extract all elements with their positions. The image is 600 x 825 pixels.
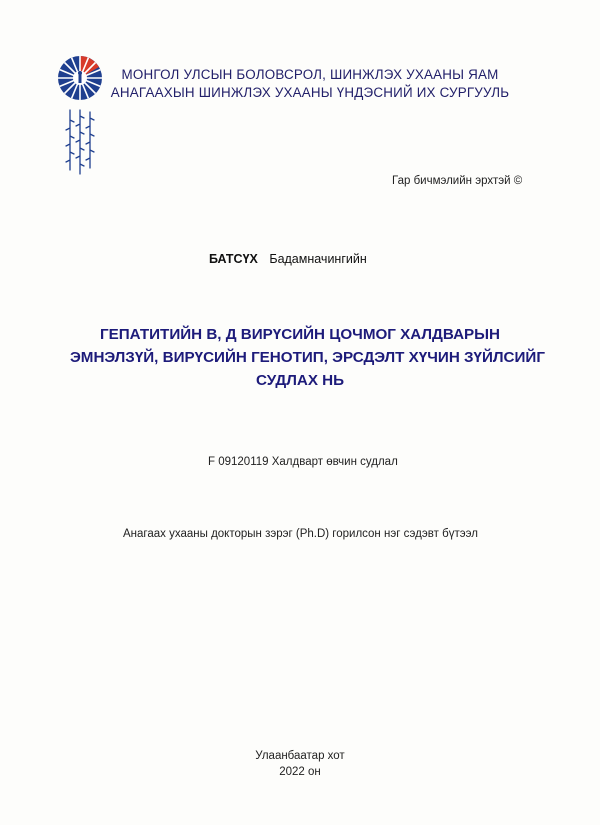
dissertation-title	[70, 323, 545, 392]
university-emblem-icon	[50, 50, 110, 200]
title-line: ГЕПАТИТИЙН В, Д ВИРҮСИЙН ЦОЧМОГ ХАЛДВАРЫН	[99, 326, 501, 343]
university-name: АНАГААХЫН ШИНЖЛЭХ УХААНЫ ҮНДЭСНИЙ ИХ СУРГУУЛЬ	[110, 85, 510, 100]
institution-header	[110, 66, 510, 102]
year: 2022 он	[279, 766, 321, 778]
degree-statement: Анагаах ухааны докторын зэрэг (Ph.D) горилсон нэг сэдэвт бүтээл	[123, 528, 478, 540]
author-surname: БАТСҮХ	[209, 252, 258, 266]
ministry-name: МОНГОЛ УЛСЫН БОЛОВСРОЛ, ШИНЖЛЭХ УХААНЫ ЯАМ	[121, 67, 499, 82]
city: Улаанбаатар хот	[255, 750, 345, 762]
title-line: СУДЛАХ НЬ	[255, 372, 345, 389]
author-given-name: Бадамначингийн	[269, 252, 367, 266]
manuscript-rights-notice: Гар бичмэлийн эрхтэй ©	[392, 175, 523, 187]
specialty-code: F 09120119 Халдварт өвчин судлал	[208, 456, 398, 468]
title-line: ЭМНЭЛЗҮЙ, ВИРҮСИЙН ГЕНОТИП, ЭРСДЭЛТ ХҮЧИН ЗҮЙЛСИЙГ	[70, 349, 545, 366]
author-name	[209, 252, 367, 266]
place-and-year	[200, 748, 400, 780]
